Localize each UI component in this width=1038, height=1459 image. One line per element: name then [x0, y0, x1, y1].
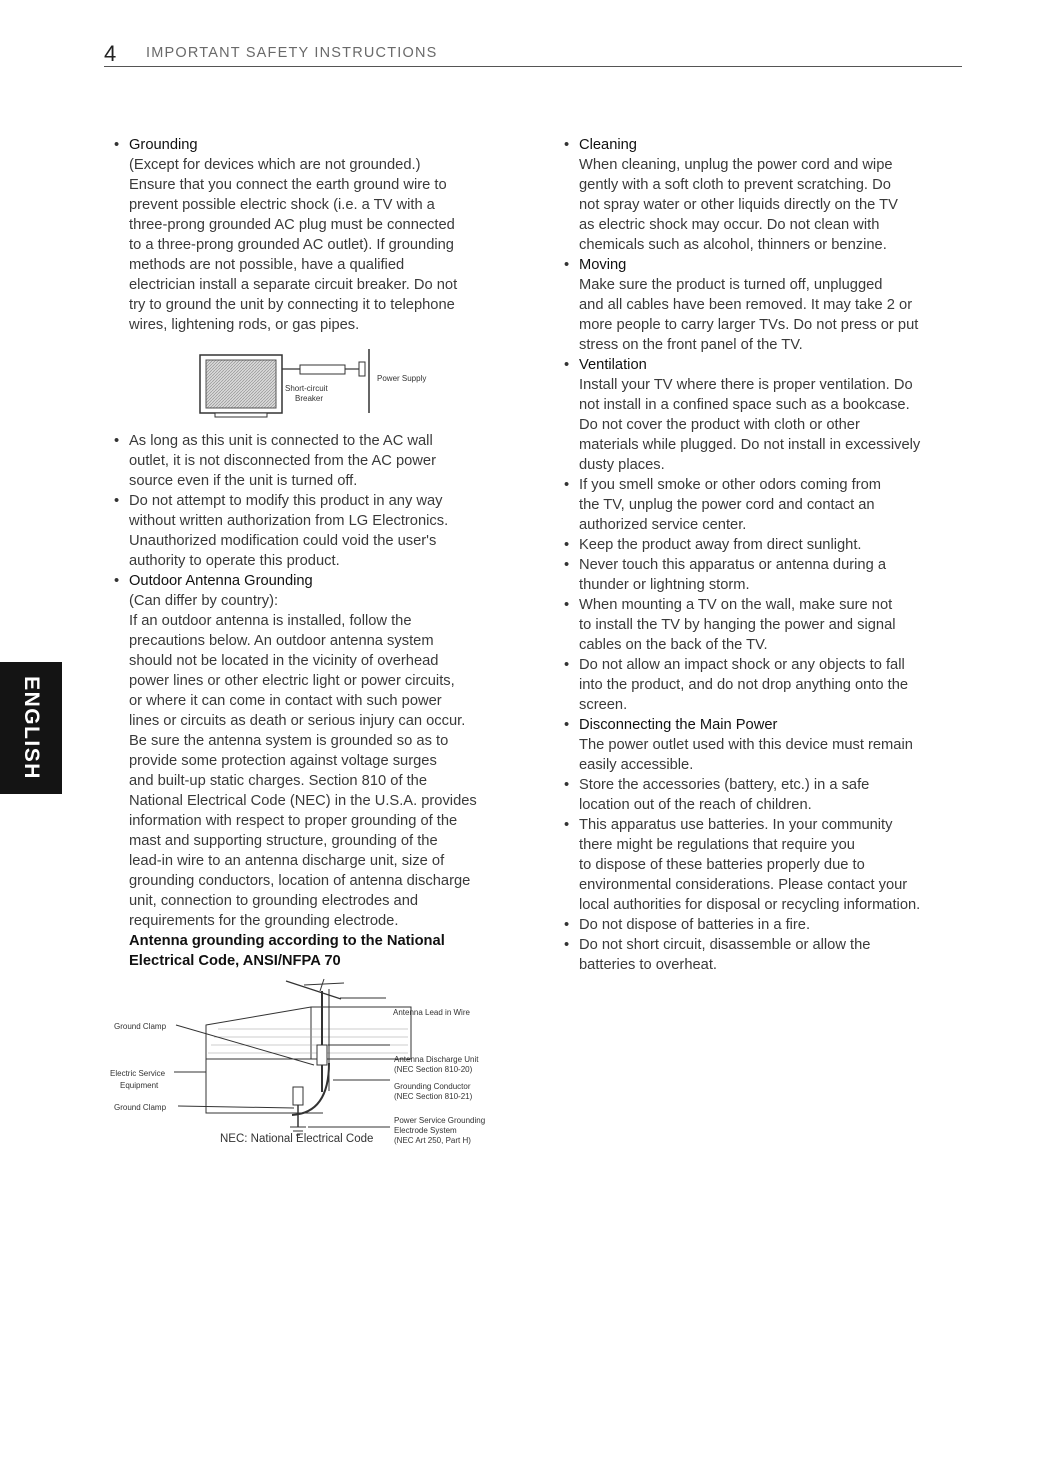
moving-line: and all cables have been removed. It may take 2 or [579, 297, 913, 313]
outdoor-line: should not be located in the vicinity of overhead [129, 653, 439, 669]
sunlight-line: • Keep the product away from direct sunlight. [579, 537, 862, 553]
outdoor-line: lines or circuits as death or serious injury can occur. [129, 713, 466, 729]
cleaning-heading: • Cleaning [579, 137, 637, 153]
modify-item [113, 491, 513, 571]
accessories-item [563, 775, 958, 815]
tv-grounding-figure [113, 337, 513, 431]
cleaning-line: not spray water or other liquids directly on the TV [579, 197, 898, 213]
grounding-conductor-label: Grounding Conductor [394, 1082, 471, 1091]
smoke-line: authorized service center. [579, 517, 747, 533]
moving-line: more people to carry larger TVs. Do not press or put [579, 317, 919, 333]
discharge-unit-label: (NEC Section 810-20) [394, 1065, 473, 1074]
ventilation-line: materials while plugged. Do not install in excessively [579, 437, 921, 453]
storm-item [563, 555, 958, 595]
batteries-line: environmental considerations. Please contact your [579, 877, 908, 893]
accessories-line: • Store the accessories (battery, etc.) in a safe [579, 777, 870, 793]
nec-subheading: Electrical Code, ANSI/NFPA 70 [129, 953, 341, 969]
batteries-line: there might be regulations that require you [579, 837, 855, 853]
electric-service-label: Equipment [120, 1081, 159, 1090]
outdoor-line: provide some protection against voltage surges [129, 753, 437, 769]
house-icon [206, 1007, 411, 1059]
ac-wall-line: outlet, it is not disconnected from the AC power [129, 453, 436, 469]
language-tab [0, 662, 62, 794]
modify-line: • Do not attempt to modify this product in any way [129, 493, 443, 509]
ac-wall-item [113, 431, 513, 491]
modify-line: Unauthorized modification could void the user's [129, 533, 437, 549]
modify-line: authority to operate this product. [129, 553, 340, 569]
electrode-label: Power Service Grounding [394, 1116, 486, 1125]
power-supply-label: Power Supply [377, 374, 427, 383]
page-number: 4 [104, 41, 117, 66]
grounding-line: prevent possible electric shock (i.e. a TV with a [129, 197, 435, 213]
ventilation-heading: • Ventilation [579, 357, 647, 373]
ventilation-line: Install your TV where there is proper ventilation. Do [579, 377, 913, 393]
breaker-label-line1: Short-circuit [285, 384, 328, 393]
storm-line: • Never touch this apparatus or antenna during a [579, 557, 887, 573]
page-title: IMPORTANT SAFETY INSTRUCTIONS [146, 45, 438, 61]
grounding-line: electrician install a separate circuit breaker. Do not [129, 277, 458, 293]
electrode-label: (NEC Art 250, Part H) [394, 1136, 471, 1145]
cleaning-line: When cleaning, unplug the power cord and wipe [579, 157, 893, 173]
short-circuit-line: batteries to overheat. [579, 957, 717, 973]
outdoor-line: mast and supporting structure, grounding of the [129, 833, 438, 849]
outdoor-antenna-item [113, 571, 513, 971]
disconnect-item [563, 715, 958, 775]
language-tab-label: ENGLISH [20, 676, 43, 780]
smoke-line: the TV, unplug the power cord and contact an [579, 497, 875, 513]
outdoor-line: unit, connection to grounding electrodes and [129, 893, 419, 909]
accessories-line: location out of the reach of children. [579, 797, 812, 813]
batteries-line: local authorities for disposal or recycling information. [579, 897, 921, 913]
cleaning-line: as electric shock may occur. Do not clean with [579, 217, 880, 233]
outdoor-line: precautions below. An outdoor antenna system [129, 633, 434, 649]
nec-subheading: Antenna grounding according to the National [129, 933, 445, 949]
moving-item [563, 255, 958, 355]
moving-heading: • Moving [579, 257, 627, 273]
cleaning-line: gently with a soft cloth to prevent scratching. Do [579, 177, 891, 193]
moving-line: stress on the front panel of the TV. [579, 337, 803, 353]
smoke-item [563, 475, 958, 535]
outdoor-line: requirements for the grounding electrode. [129, 913, 399, 929]
grounding-line: to a three-prong grounded AC outlet). If grounding [129, 237, 454, 253]
discharge-unit-label: Antenna Discharge Unit [394, 1055, 479, 1064]
outdoor-line: Be sure the antenna system is grounded so as to [129, 733, 449, 749]
lead-in-label: Antenna Lead in Wire [393, 1008, 470, 1017]
grounding-conductor-label: (NEC Section 810-21) [394, 1092, 473, 1101]
outdoor-line: information with respect to proper grounding of the [129, 813, 458, 829]
impact-item [563, 655, 958, 715]
disconnect-heading: • Disconnecting the Main Power [579, 717, 778, 733]
cleaning-line: chemicals such as alcohol, thinners or benzine. [579, 237, 887, 253]
batteries-item [563, 815, 958, 915]
mounting-line: • When mounting a TV on the wall, make sure not [579, 597, 893, 613]
ac-wall-line: source even if the unit is turned off. [129, 473, 358, 489]
outdoor-line: National Electrical Code (NEC) in the U.S.A. provides [129, 793, 477, 809]
nec-label: NEC: National Electrical Code [220, 1133, 374, 1145]
page-header [104, 40, 962, 67]
grounding-line: three-prong grounded AC plug must be connected [129, 217, 455, 233]
left-column [113, 135, 513, 971]
outdoor-line: and built-up static charges. Section 810 of the [129, 773, 428, 789]
grounding-item [113, 135, 513, 335]
cleaning-item [563, 135, 958, 255]
ground-clamp-top-label: Ground Clamp [114, 1022, 167, 1031]
grounding-line: wires, lightening rods, or gas pipes. [129, 317, 360, 333]
grounding-line: (Except for devices which are not grounded.) [129, 157, 421, 173]
ventilation-line: dusty places. [579, 457, 665, 473]
ventilation-item [563, 355, 958, 475]
outdoor-line: If an outdoor antenna is installed, follow the [129, 613, 412, 629]
fire-line: • Do not dispose of batteries in a fire. [579, 917, 811, 933]
outdoor-line: (Can differ by country): [129, 593, 279, 609]
disconnect-line: easily accessible. [579, 757, 694, 773]
breaker-icon [300, 365, 345, 374]
outdoor-antenna-heading: • Outdoor Antenna Grounding [129, 573, 313, 589]
grounding-line: methods are not possible, have a qualified [129, 257, 405, 273]
moving-line: Make sure the product is turned off, unplugged [579, 277, 883, 293]
disconnect-line: The power outlet used with this device must remain [579, 737, 913, 753]
short-circuit-line: • Do not short circuit, disassemble or allow the [579, 937, 871, 953]
impact-line: screen. [579, 697, 628, 713]
smoke-line: • If you smell smoke or other odors coming from [579, 477, 882, 493]
electrode-label: Electrode System [394, 1126, 457, 1135]
right-column [563, 135, 958, 975]
storm-line: thunder or lightning storm. [579, 577, 750, 593]
breaker-label-line2: Breaker [295, 394, 324, 403]
fire-item [563, 915, 958, 935]
outdoor-line: grounding conductors, location of antenna discharge [129, 873, 471, 889]
mounting-line: cables on the back of the TV. [579, 637, 768, 653]
grounding-line: Ensure that you connect the earth ground wire to [129, 177, 447, 193]
outdoor-line: or where it can come in contact with such power [129, 693, 442, 709]
short-circuit-item [563, 935, 958, 975]
outdoor-line: lead-in wire to an antenna discharge unit, size of [129, 853, 445, 869]
ground-clamp-bottom-label: Ground Clamp [114, 1103, 167, 1112]
batteries-line: • This apparatus use batteries. In your community [579, 817, 893, 833]
outdoor-line: power lines or other electric light or power circuits, [129, 673, 455, 689]
grounding-line: try to ground the unit by connecting it to telephone [129, 297, 455, 313]
modify-line: without written authorization from LG Electronics. [129, 513, 449, 529]
sunlight-item [563, 535, 958, 555]
electric-service-label: Electric Service [110, 1069, 166, 1078]
batteries-line: to dispose of these batteries properly due to [579, 857, 865, 873]
impact-line: • Do not allow an impact shock or any objects to fall [579, 657, 905, 673]
ac-wall-line: • As long as this unit is connected to the AC wall [129, 433, 433, 449]
antenna-grounding-figure [108, 977, 508, 1162]
mounting-line: to install the TV by hanging the power and signal [579, 617, 896, 633]
mounting-item [563, 595, 958, 655]
grounding-heading: • Grounding [129, 137, 198, 153]
ventilation-line: Do not cover the product with cloth or other [579, 417, 860, 433]
impact-line: into the product, and do not drop anything onto the [579, 677, 909, 693]
ventilation-line: not install in a confined space such as a bookcase. [579, 397, 910, 413]
